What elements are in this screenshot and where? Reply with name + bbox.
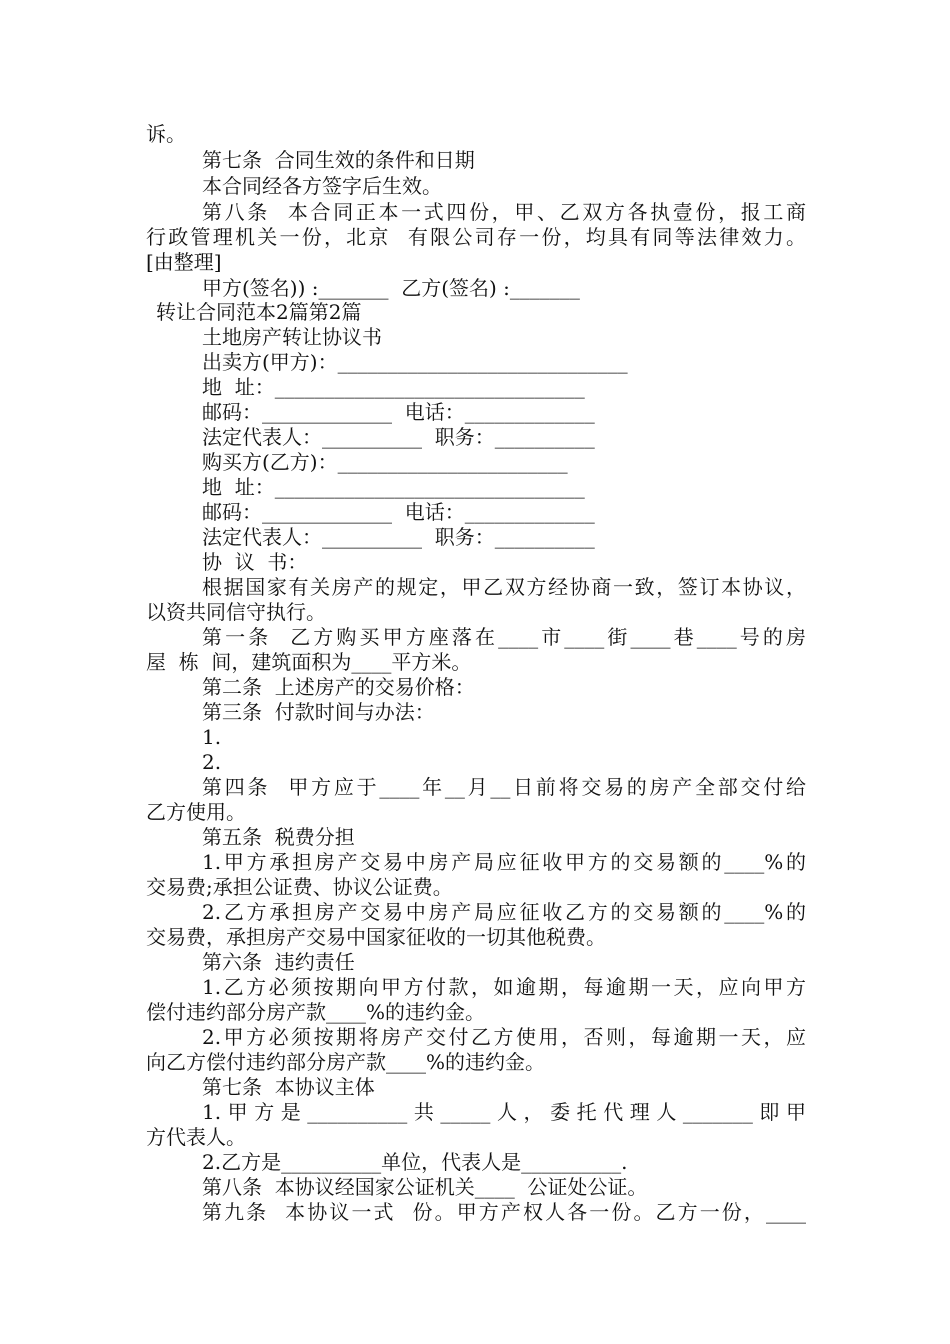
form-field: 地 址：_______________________________: [202, 375, 585, 399]
form-field: 购买方(乙方)：_______________________: [202, 450, 568, 474]
document-title: 土地房产转让协议书: [202, 325, 382, 349]
list-item: 1.甲方是__________共_____人，委托代理人_______即甲: [202, 1100, 806, 1124]
list-item: 2.: [202, 750, 222, 774]
form-field: 邮码：_____________ 电话：_____________: [202, 400, 595, 424]
clause-heading: 第三条 付款时间与办法：: [202, 700, 435, 724]
text-line: 行政管理机关一份，北京 有限公司存一份，均具有同等法律效力。: [146, 225, 806, 249]
text-line: 乙方使用。: [146, 800, 246, 824]
text-line: 本合同经各方签字后生效。: [202, 174, 442, 198]
text-line: 交易费;承担公证费、协议公证费。: [146, 875, 453, 899]
form-field: 法定代表人：__________ 职务：__________: [202, 525, 595, 549]
text-line: [由整理]: [146, 250, 222, 274]
form-field: 邮码：_____________ 电话：_____________: [202, 500, 595, 524]
text-line: 屋 栋 间，建筑面积为____平方米。: [146, 650, 472, 674]
clause-heading: 第八条 本协议经国家公证机关____ 公证处公证。: [202, 1175, 648, 1199]
clause-heading: 第八条 本合同正本一式四份，甲、乙双方各执壹份，报工商: [202, 200, 806, 224]
clause-heading: 第二条 上述房产的交易价格：: [202, 675, 475, 699]
signature-line: 甲方(签名)) :_______ 乙方(签名) :_______: [202, 276, 580, 300]
section-title: 协 议 书：: [202, 550, 308, 574]
list-item: 1.乙方必须按期向甲方付款，如逾期，每逾期一天，应向甲方: [202, 975, 806, 999]
clause-heading: 第七条 本协议主体: [202, 1075, 375, 1099]
form-field: 地 址：_______________________________: [202, 475, 585, 499]
list-item: 2.乙方是__________单位，代表人是__________.: [202, 1150, 628, 1174]
text-line: 诉。: [146, 122, 186, 146]
form-field: 出卖方(甲方)：_____________________________: [202, 350, 628, 374]
list-item: 2.甲方必须按期将房产交付乙方使用，否则，每逾期一天，应: [202, 1025, 806, 1049]
list-item: 1.甲方承担房产交易中房产局应征收甲方的交易额的____%的: [202, 850, 806, 874]
text-line: 方代表人。: [146, 1125, 246, 1149]
section-title: 转让合同范本2篇第2篇: [156, 300, 362, 324]
clause-heading: 第五条 税费分担: [202, 825, 355, 849]
text-line: 偿付违约部分房产款____%的违约金。: [146, 1000, 486, 1024]
clause-heading: 第四条 甲方应于____年__月__日前将交易的房产全部交付给: [202, 775, 806, 799]
list-item: 2.乙方承担房产交易中房产局应征收乙方的交易额的____%的: [202, 900, 806, 924]
form-field: 法定代表人：__________ 职务：__________: [202, 425, 595, 449]
clause-heading: 第七条 合同生效的条件和日期: [202, 148, 475, 172]
text-line: 交易费，承担房产交易中国家征收的一切其他税费。: [146, 925, 606, 949]
text-line: 向乙方偿付违约部分房产款____%的违约金。: [146, 1050, 546, 1074]
clause-heading: 第九条 本协议一式 份。甲方产权人各一份。乙方一份，____: [202, 1200, 806, 1224]
clause-heading: 第一条 乙方购买甲方座落在____市____街____巷____号的房: [202, 625, 806, 649]
clause-heading: 第六条 违约责任: [202, 950, 355, 974]
text-line: 根据国家有关房产的规定，甲乙双方经协商一致，签订本协议，: [202, 575, 806, 599]
list-item: 1.: [202, 725, 222, 749]
text-line: 以资共同信守执行。: [146, 600, 326, 624]
